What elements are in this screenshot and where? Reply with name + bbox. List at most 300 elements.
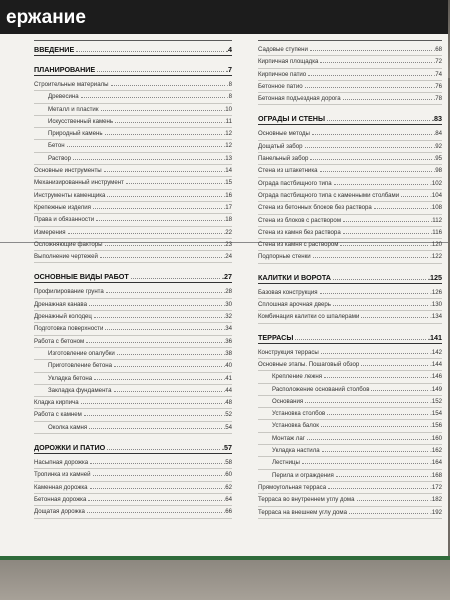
toc-entry[interactable] [34,104,232,115]
dot-leader [320,293,429,294]
toc-entry[interactable] [34,239,232,250]
section-page-number: .57 [222,443,232,453]
entry-title: Основные инструменты [34,167,102,175]
toc-entry[interactable] [34,397,232,408]
entry-title: Стена из камня с раствором [258,241,339,249]
entry-page-number: .102 [430,179,442,187]
entry-page-number: .15 [223,179,232,187]
toc-right-column [258,44,442,527]
dot-leader [343,221,429,222]
dot-leader [94,379,221,380]
entry-title: Подпорные стенки [258,253,311,261]
dot-leader [308,75,431,76]
entry-title: Лестницы [272,459,300,467]
dot-leader [305,147,432,148]
dot-leader [89,428,221,429]
entry-title: Древесина [48,93,79,101]
section-heading[interactable] [34,44,232,55]
entry-page-number: .17 [223,203,232,211]
entry-page-number: .13 [223,154,232,162]
entry-title: Дренажная канава [34,300,87,308]
dot-leader [94,317,222,318]
entry-title: Ограда пастбищного типа [258,179,332,187]
entry-page-number: .142 [430,348,442,356]
entry-title: Дренажный колодец [34,313,92,321]
toc-entry[interactable] [34,422,232,433]
dot-leader [90,488,222,489]
entry-title: Терраса на внешнем углу дома [258,508,347,516]
entry-title: Профилирование грунта [34,288,104,296]
toc-entry[interactable] [258,239,442,250]
toc-entry[interactable] [34,202,232,213]
toc-entry[interactable] [258,178,442,189]
entry-page-number: .36 [223,337,232,345]
toc-entry[interactable] [258,470,442,481]
toc-entry[interactable] [34,190,232,201]
entry-page-number: .66 [223,508,232,516]
toc-entry[interactable] [258,420,442,431]
dot-leader [105,134,222,135]
entry-title: Кирпичное патио [258,70,307,78]
entry-page-number: .104 [430,191,442,199]
dot-leader [295,339,426,340]
entry-page-number: .78 [433,95,442,103]
entry-title: Монтаж лаг [272,434,305,442]
entry-title: Установка столбов [272,410,326,418]
left-top-rule [34,40,232,41]
entry-title: Конструкция террасы [258,348,319,356]
toc-entry[interactable] [34,299,232,310]
entry-page-number: .192 [430,508,442,516]
entry-page-number: .146 [430,373,442,381]
entry-page-number: .22 [223,228,232,236]
toc-entry[interactable] [258,69,442,80]
entry-title: Установка балок [272,422,319,430]
entry-title: Ограда пастбищного типа с каменными столбами [258,191,400,199]
entry-title: Приготовление бетона [48,362,112,370]
section-underline [34,55,232,56]
section-heading[interactable] [34,271,232,282]
toc-entry[interactable] [258,347,442,358]
entry-page-number: .24 [223,253,232,261]
dot-leader [374,208,428,209]
entry-page-number: .154 [430,410,442,418]
entry-page-number: .44 [223,386,232,394]
entry-title: Выполнение чертежей [34,253,98,261]
entry-page-number: .18 [223,216,232,224]
section-page-number: .141 [428,332,442,342]
entry-title: Крепежные изделия [34,203,91,211]
dot-leader [114,366,222,367]
entry-page-number: .41 [223,374,232,382]
toc-entry[interactable] [34,469,232,480]
dot-leader [96,220,221,221]
entry-page-number: .62 [223,483,232,491]
toc-entry[interactable] [34,214,232,225]
toc-entry[interactable] [258,311,442,322]
section-heading[interactable] [34,442,232,453]
background-bottom [0,558,450,600]
dot-leader [131,278,220,279]
entry-title: Каменная дорожка [34,483,88,491]
entry-rule [258,323,442,324]
toc-entry[interactable] [34,348,232,359]
entry-page-number: .38 [223,349,232,357]
toc-entry[interactable] [34,153,232,164]
dot-leader [371,390,428,391]
toc-entry[interactable] [34,140,232,151]
toc-entry[interactable] [258,141,442,152]
entry-page-number: .156 [430,422,442,430]
page-title: ержание [0,0,448,34]
toc-entry[interactable] [258,371,442,382]
entry-page-number: .34 [223,325,232,333]
toc-left-column [34,44,232,527]
entry-title: Работа с камнем [34,411,82,419]
section-title: ДОРОЖКИ И ПАТИО [34,443,106,453]
dot-leader [107,449,220,450]
section-underline [34,282,232,283]
section-title: ПЛАНИРОВАНИЕ [34,65,96,74]
entry-title: Насыпная дорожка [34,459,89,467]
dot-leader [114,391,222,392]
entry-page-number: .28 [223,288,232,296]
toc-entry[interactable] [34,506,232,517]
section-page-number: .125 [428,272,442,282]
entry-title: Садовые ступени [258,46,308,53]
section-underline [258,124,442,125]
dot-leader [305,87,432,88]
section-heading[interactable] [34,64,232,75]
entry-page-number: .68 [433,46,442,53]
entry-page-number: .52 [223,411,232,419]
entry-title: Права и обязанности [34,216,95,224]
toc-section [258,44,442,105]
entry-page-number: .12 [223,130,232,138]
dot-leader [76,51,224,52]
toc-entry[interactable] [34,457,232,468]
toc-entry[interactable] [258,153,442,164]
entry-title: Стена из камня без раствора [258,228,341,236]
entry-page-number: .126 [430,288,442,296]
toc-entry[interactable] [34,116,232,127]
entry-rule [258,263,442,264]
entry-title: Прямоугольная терраса [258,483,327,491]
toc-entry[interactable] [258,507,442,518]
toc-section [258,332,442,519]
toc-entry[interactable] [258,287,442,298]
entry-title: Работа с бетоном [34,337,85,345]
toc-section [34,442,232,518]
dot-leader [320,62,431,63]
toc-entry[interactable] [258,227,442,238]
entry-title: Основания [272,397,304,405]
entry-title: Раствор [48,154,72,162]
entry-page-number: .112 [430,216,442,224]
entry-title: Бетонное патио [258,82,303,90]
dot-leader [336,476,428,477]
entry-page-number: .116 [430,228,442,236]
toc-entry[interactable] [34,323,232,334]
dot-leader [86,342,221,343]
dot-leader [327,120,430,121]
entry-title: Перила и ограждения [272,471,334,479]
entry-page-number: .8 [226,93,232,101]
toc-entry[interactable] [34,385,232,396]
entry-title: Основные этапы. Пошаговый обзор [258,360,360,368]
toc-entry[interactable] [258,93,442,104]
dot-leader [320,171,432,172]
toc-entry[interactable] [34,79,232,90]
entry-title: Стена из штакетника [258,167,318,175]
dot-leader [321,426,428,427]
dot-leader [324,377,428,378]
section-underline [258,283,442,284]
dot-leader [327,414,428,415]
section-underline [34,453,232,454]
entry-title: Кладка кирпича [34,399,79,407]
dot-leader [343,233,429,234]
dot-leader [93,475,222,476]
dot-leader [126,183,222,184]
entry-page-number: .95 [433,155,442,163]
entry-rule [34,518,232,519]
dot-leader [93,208,222,209]
dot-leader [81,403,222,404]
toc-entry[interactable] [258,299,442,310]
entry-page-number: .8 [226,81,232,88]
entry-page-number: .76 [433,82,442,90]
entry-page-number: .162 [430,447,442,455]
entry-page-number: .48 [223,399,232,407]
section-title: ОГРАДЫ И СТЕНЫ [258,114,326,124]
entry-title: Околка камня [48,423,88,431]
toc-entry[interactable] [34,360,232,371]
toc-entry[interactable] [34,286,232,297]
section-title: ТЕРРАСЫ [258,332,294,342]
entry-title: Бетон [48,142,65,150]
dot-leader [310,50,432,51]
dot-leader [357,500,429,501]
section-page-number: .27 [222,272,232,282]
toc-entry[interactable] [258,56,442,67]
toc-entry[interactable] [34,494,232,505]
entry-page-number: .122 [430,253,442,261]
toc-entry[interactable] [34,311,232,322]
entry-title: Осложняющие факторы [34,240,103,248]
toc-entry[interactable] [258,384,442,395]
entry-title: Подготовка поверхности [34,325,104,333]
entry-page-number: .168 [430,471,442,479]
entry-title: Базовая конструкция [258,288,318,296]
dot-leader [313,257,428,258]
entry-page-number: .74 [433,70,442,78]
entry-page-number: .58 [223,459,232,467]
dot-leader [87,512,222,513]
dot-leader [343,99,432,100]
toc-entry[interactable] [258,165,442,176]
toc-entry[interactable] [258,215,442,226]
toc-entry[interactable] [34,128,232,139]
entry-rule [34,433,232,434]
entry-title: Бетонная подъездная дорога [258,95,341,103]
toc-entry[interactable] [34,373,232,384]
dot-leader [334,184,429,185]
toc-entry[interactable] [34,336,232,347]
dot-leader [89,305,222,306]
entry-rule [258,104,442,105]
entry-page-number: .172 [430,483,442,491]
entry-page-number: .152 [430,397,442,405]
toc-entry[interactable] [258,433,442,444]
toc-entry[interactable] [34,165,232,176]
entry-title: Природный камень [48,130,103,138]
entry-page-number: .12 [223,142,232,150]
dot-leader [361,317,428,318]
section-title: ВВЕДЕНИЕ [34,45,75,54]
toc-entry[interactable] [34,227,232,238]
toc-entry[interactable] [258,44,442,55]
entry-title: Кирпичная площадка [258,58,319,66]
entry-page-number: .84 [433,130,442,138]
entry-page-number: .23 [223,240,232,248]
dot-leader [111,85,225,86]
section-heading[interactable] [258,332,442,343]
section-page-number: .7 [226,65,232,74]
entry-page-number: .64 [223,495,232,503]
dot-leader [349,513,428,514]
entry-title: Механизированный инструмент [34,179,124,187]
entry-page-number: .164 [430,459,442,467]
entry-title: Дощатая дорожка [34,508,85,516]
toc-entry[interactable] [258,482,442,493]
entry-page-number: .120 [430,241,442,249]
toc-section [34,44,232,56]
dot-leader [117,354,222,355]
toc-entry[interactable] [258,202,442,213]
toc-section [258,113,442,263]
toc-entry[interactable] [258,251,442,262]
toc-entry[interactable] [258,457,442,468]
book-edge [0,556,450,560]
dot-leader [361,365,428,366]
entry-rule [258,518,442,519]
entry-title: Терраса во внутреннем углу дома [258,496,355,504]
entry-title: Дощатый забор [258,142,303,150]
dot-leader [101,110,222,111]
entry-page-number: .11 [223,117,232,125]
toc-entry[interactable] [258,128,442,139]
dot-leader [321,353,428,354]
entry-page-number: .40 [223,362,232,370]
toc-entry[interactable] [258,408,442,419]
entry-title: Изготовление опалубки [48,349,115,357]
entry-page-number: .92 [433,142,442,150]
toc-entry[interactable] [34,482,232,493]
dot-leader [84,415,222,416]
entry-page-number: .149 [430,385,442,393]
entry-title: Стена из блоков с раствором [258,216,342,224]
entry-title: Искусственный камень [48,117,114,125]
dot-leader [107,196,221,197]
section-heading[interactable] [258,272,442,283]
dot-leader [90,463,221,464]
toc-entry[interactable] [258,81,442,92]
right-top-rule [258,40,442,41]
entry-page-number: .72 [433,58,442,66]
entry-title: Расположение оснований столбов [272,385,370,393]
dot-leader [333,305,428,306]
entry-page-number: .10 [223,105,232,113]
section-underline [34,75,232,76]
dot-leader [305,402,428,403]
entry-page-number: .108 [430,204,442,212]
entry-title: Сплошная арочная дверь [258,301,331,309]
entry-title: Бетонная дорожка [34,495,87,503]
section-page-number: .83 [432,114,442,124]
entry-rule [34,262,232,263]
dot-leader [68,233,222,234]
entry-title: Крепление лежня [272,373,323,381]
dot-leader [328,488,428,489]
dot-leader [105,245,222,246]
entry-page-number: .130 [430,301,442,309]
entry-title: Строительные материалы [34,81,109,88]
entry-title: Основные методы [258,130,310,138]
dot-leader [302,463,428,464]
entry-title: Комбинация калитки со шпалерами [258,313,360,321]
dot-leader [73,159,221,160]
entry-title: Металл и пластик [48,105,99,113]
entry-page-number: .14 [223,167,232,175]
toc-entry[interactable] [258,494,442,505]
entry-page-number: .30 [223,300,232,308]
dot-leader [105,329,221,330]
entry-page-number: .60 [223,471,232,479]
toc-entry[interactable] [258,396,442,407]
toc-entry[interactable] [34,91,232,102]
dot-leader [307,439,428,440]
toc-entry[interactable] [34,177,232,188]
dot-leader [67,146,222,147]
entry-page-number: .98 [433,167,442,175]
toc-entry[interactable] [34,409,232,420]
toc-entry[interactable] [258,190,442,201]
dot-leader [81,97,225,98]
dot-leader [322,451,428,452]
toc-entry[interactable] [34,251,232,262]
entry-title: Измерения [34,228,66,236]
toc-entry[interactable] [258,445,442,456]
entry-page-number: .16 [223,191,232,199]
entry-page-number: .134 [430,313,442,321]
entry-title: Укладка настила [272,447,320,455]
entry-title: Инструменты каменщика [34,191,106,199]
dot-leader [115,122,222,123]
dot-leader [401,196,428,197]
entry-title: Панельный забор [258,155,309,163]
entry-title: Укладка бетона [48,374,93,382]
entry-page-number: .144 [430,360,442,368]
section-heading[interactable] [258,113,442,124]
section-title: ОСНОВНЫЕ ВИДЫ РАБОТ [34,272,129,282]
section-underline [258,343,442,344]
dot-leader [333,279,426,280]
dot-leader [312,134,432,135]
toc-entry[interactable] [258,359,442,370]
entry-title: Закладка фундамента [48,386,112,394]
dot-leader [310,159,431,160]
